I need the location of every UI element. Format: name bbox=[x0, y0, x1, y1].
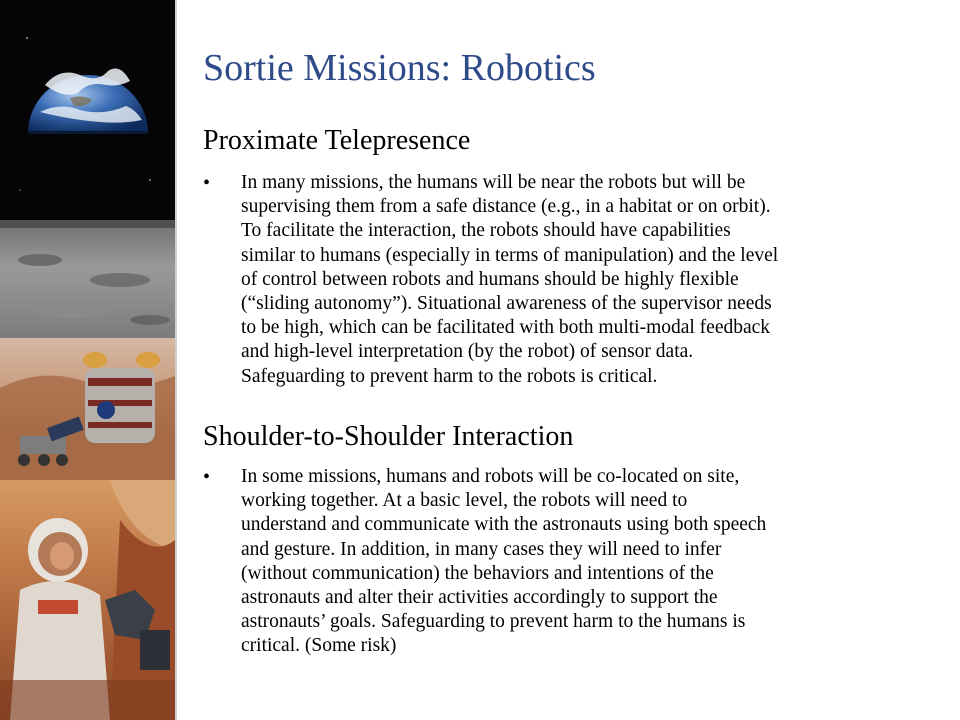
bullet-icon: • bbox=[203, 466, 211, 488]
moon-surface-photo bbox=[0, 220, 175, 338]
text-line: working together. At a basic level, the robots will need to bbox=[241, 490, 688, 512]
text-line: In many missions, the humans will be near the robots but will be bbox=[241, 172, 746, 193]
bullet-item bbox=[203, 171, 918, 389]
section-heading: Shoulder-to-Shoulder Interaction bbox=[203, 421, 574, 452]
text-line: supervising them from a safe distance (e.g., in a habitat or on orbit). bbox=[241, 196, 771, 218]
text-line: and gesture. In addition, in many cases they will need to infer bbox=[241, 538, 722, 560]
text-line: to be high, which can be facilitated with both multi-modal feedback bbox=[241, 317, 771, 339]
section-shoulder-to-shoulder bbox=[203, 421, 918, 659]
bullet-text bbox=[241, 171, 916, 389]
text-line: astronauts and alter their activities accordingly to support the bbox=[241, 587, 718, 609]
text-line: Safeguarding to prevent harm to the robots is critical. bbox=[241, 365, 658, 387]
text-line: To facilitate the interaction, the robots should have capabilities bbox=[241, 220, 731, 242]
text-line: (“sliding autonomy”). Situational awareness of the supervisor needs bbox=[241, 293, 772, 315]
text-line: astronauts’ goals. Safeguarding to prevent harm to the humans is bbox=[241, 611, 746, 633]
astronaut-on-mars-photo bbox=[0, 480, 175, 720]
image-strip bbox=[0, 0, 175, 720]
bullet-icon: • bbox=[203, 172, 211, 194]
earth-photo bbox=[0, 0, 175, 220]
mars-habitat-photo bbox=[0, 338, 175, 480]
strip-divider bbox=[175, 0, 177, 720]
section-heading: Proximate Telepresence bbox=[203, 125, 471, 156]
text-line: understand and communicate with the astronauts using both speech bbox=[241, 514, 767, 536]
bullet-text bbox=[241, 465, 916, 659]
section-proximate-telepresence bbox=[203, 125, 918, 389]
text-line: critical. (Some risk) bbox=[241, 635, 397, 657]
text-line: In some missions, humans and robots will be co-located on site, bbox=[241, 466, 740, 487]
text-line: (without communication) the behaviors and intentions of the bbox=[241, 562, 714, 584]
slide-title: Sortie Missions: Robotics bbox=[203, 47, 596, 89]
bullet-item bbox=[203, 465, 918, 659]
text-line: of control between robots and humans should be highly flexible bbox=[241, 268, 739, 290]
text-line: and high-level interpretation (by the robot) of sensor data. bbox=[241, 341, 694, 363]
text-line: similar to humans (especially in terms of manipulation) and the level bbox=[241, 244, 779, 266]
